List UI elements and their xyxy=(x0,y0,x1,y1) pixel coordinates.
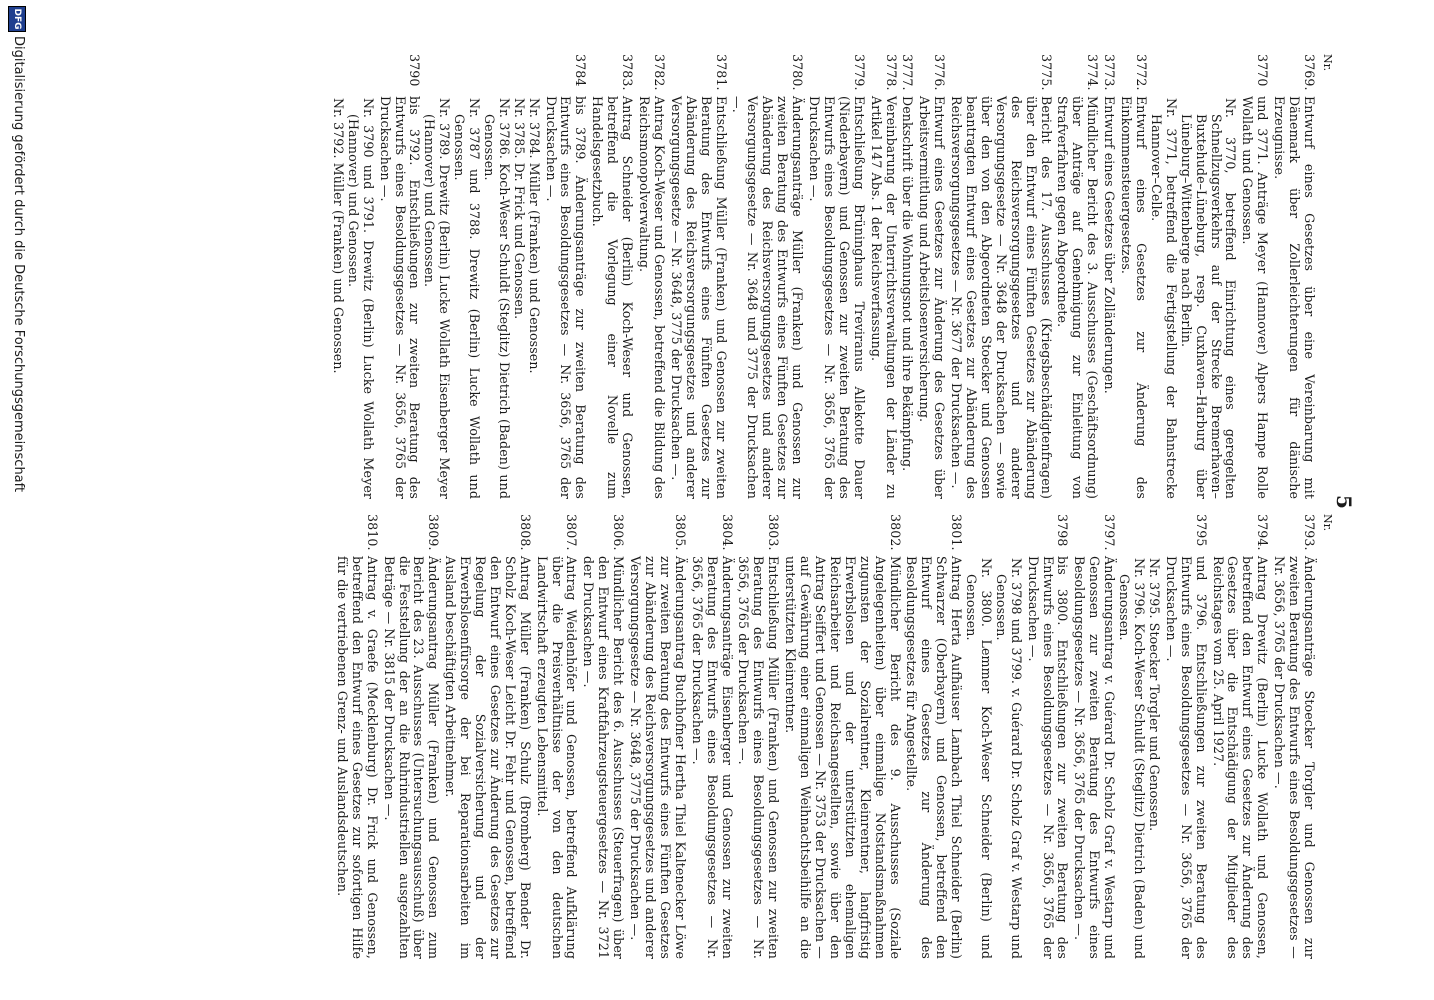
left-column-header: Nr. xyxy=(1321,54,1334,72)
sub-entry: Nr. 3790 und 3791. Drewitz (Berlin) Lucke Wollath Meyer (Hannover) und Genossen. xyxy=(345,98,376,499)
entry-text: Antrag Weidenhöfer und Genossen, betreffend Aufklärung über die Preisverhältnisse der von den deutschen Landwirtschaft erzeugten Lebensmittel. xyxy=(534,556,580,959)
entry-text: Mündlicher Bericht des 9. Ausschusses (Soziale Angelegenheiten) über einmalige Notstandsmaßnahmen zugunsten der Sozialrentner, Kleinrentner, langfristig Erwerbslosen und der unterstützten ehemaligen Reichsarbeiter und Reichsangestellten, sowie über den Antrag Seiffert und Genossen — Nr. 3753 der Drucksachen — auf Gewährung einer einmaligen Weihnachtsbeihilfe an die unterstützten Kleinrentner. xyxy=(783,556,903,959)
entry-number: 3803. xyxy=(766,514,782,551)
entry-number: 3805. xyxy=(672,514,688,551)
list-item xyxy=(1025,514,1070,959)
entry-text: bis 3800. Entschließungen zur zweiten Beratung des Entwurfs eines Besoldungsgesetzes — Nr. 3656, 3765 der Drucksachen —. xyxy=(1025,556,1071,959)
entry-text: Bericht des 17. Ausschusses (Kriegsbeschädigtenfragen) über den Entwurf eines Fünften Gesetzes zur Abänderung des Reichsversorgungsgesetzes und anderer Versorgungsgesetze — Nr. 3648 der Drucksachen — sowie über den von den Abgeordneten Stoecker und Genossen beantragten Entwurf eines Gesetzes zur Abänderung des Reichsversorgungsgesetzes — Nr. 3677 der Drucksachen —. xyxy=(949,96,1054,499)
entry-number: 3794. xyxy=(1255,514,1271,551)
entry-number: 3782. xyxy=(651,54,667,91)
list-item xyxy=(636,54,666,499)
list-item xyxy=(543,54,588,499)
sub-entry: Nr. 3771, betreffend die Fertigstellung der Bahnstrecke Hannover–Celle. xyxy=(1148,98,1179,499)
sub-entry: Nr. 3800. Lemmer Koch-Weser Schneider (Berlin) und Genossen. xyxy=(964,558,994,959)
entry-number: 3793. xyxy=(1302,514,1317,551)
list-item xyxy=(1055,54,1100,499)
entry-number: 3773. xyxy=(1102,54,1118,91)
list-item xyxy=(1118,54,1148,499)
entry-number: 3772. xyxy=(1134,54,1150,91)
footer-credit: Digitalisierung gefördert durch die Deutsche Forschungsgemeinschaft xyxy=(11,36,26,493)
left-column xyxy=(330,54,1316,499)
entry-text: Entschließung Brüninghaus Treviranus Allekotte Dauer (Niederbayern) und Genossen zur zweiten Beratung des Entwurfs eines Besoldungsgesetzes — Nr. 3656, 3765 der Drucksachen —. xyxy=(807,96,867,499)
list-item xyxy=(736,514,781,959)
entry-text: Entwurf eines Gesetzes über Zolländerungen. xyxy=(1102,96,1118,394)
list-item xyxy=(589,54,634,499)
entry-number: 3806. xyxy=(611,514,627,551)
list-item xyxy=(1271,54,1316,499)
entry-text: Vereinbarung der Unterrichtsverwaltungen der Länder zu Artikel 147 Abs. 1 der Reichsverfassung. xyxy=(868,96,899,499)
entry-text: bis 3789. Änderungsanträge zur zweiten Beratung des Entwurfs eines Besoldungsgesetzes — Nr. 3656, 3765 der Drucksachen —. xyxy=(543,96,589,499)
entry-text: Antrag Drewitz (Berlin) Lucke Wollath und Genossen, betreffend den Entwurf eines Gesetzes zur Änderung des Gesetzes über die Entschädigung der Mitglieder des Reichstages vom 25. April 1927. xyxy=(1210,556,1271,959)
entry-text: Änderungsanträge Stoecker Torgler und Genossen zur zweiten Beratung des Entwurfs eines Besoldungsgesetzes — Nr. 3656, 3765 der Drucksachen —. xyxy=(1272,556,1317,959)
entry-text: Antrag Schneider (Berlin) Koch-Weser und Genossen, betreffend die Vorlegung einer Novelle zum Handelsgesetzbuch. xyxy=(590,96,636,499)
entry-number: 3797. xyxy=(1102,514,1118,551)
entry-number: 3775. xyxy=(1038,54,1054,91)
entry-text: Antrag v. Graefe (Mecklenburg) Dr. Frick und Genossen, betreffend den Entwurf eines Gesetzes zur sofortigen Hilfe für die vertriebenen Grenz- und Auslandsdeutschen. xyxy=(334,556,380,959)
entry-number: 3801. xyxy=(949,514,965,551)
list-item xyxy=(381,514,441,959)
list-item xyxy=(1239,54,1269,499)
entry-number: 3770 xyxy=(1255,54,1271,87)
list-item xyxy=(900,54,915,499)
digitization-footer xyxy=(6,0,28,1000)
list-item xyxy=(334,514,379,959)
list-item xyxy=(806,54,866,499)
list-item xyxy=(1101,54,1116,499)
sub-entry: Nr. 3798 und 3799. v. Guérard Dr. Scholz Graf v. Westarp und Genossen. xyxy=(993,558,1024,959)
entry-number: 3809. xyxy=(426,514,442,551)
entry-text: Entschließung Müller (Franken) und Genossen zur zweiten Beratung des Entwurfs eines Fünften Gesetzes zur Abänderung des Reichsversorgungsgesetzes und anderer Versorgungsgesetze — Nr. 3648, 3775 der Drucksachen —. xyxy=(668,96,729,499)
list-item xyxy=(1163,514,1208,959)
sub-entry: Nr. 3792. Müller (Franken) und Genossen. xyxy=(330,98,346,374)
entry-text: Antrag Koch-Weser und Genossen, betreffend die Bildung des Reichsmonopolverwaltung. xyxy=(637,96,667,499)
dfg-logo: DFG xyxy=(8,6,26,32)
entry-text: Änderungsantrag Buchhofner Hertha Thiel Kaltenecker Löwe zur zweiten Beratung des Entwurfs eines Fünften Gesetzes zur Abänderung des Reichsversorgungsgesetzes und anderer Versorgungsgesetze — Nr. 3648, 3775 der Drucksachen —. xyxy=(628,556,688,959)
entry-number: 3790 xyxy=(407,54,423,87)
list-item xyxy=(1271,514,1316,959)
entry-number: 3802. xyxy=(887,514,903,551)
entry-number: 3781. xyxy=(713,54,729,91)
entry-number: 3804. xyxy=(719,514,735,551)
list-item xyxy=(948,54,1052,499)
entry-text: Entwurf eines Gesetzes zur Änderung des Einkommensteuergesetzes. xyxy=(1119,96,1150,499)
sub-entry: Nr. 3785. Dr. Frick und Genossen. xyxy=(511,98,527,320)
entry-number: 3777. xyxy=(900,54,916,91)
entry-number: 3783. xyxy=(620,54,636,91)
entry-number: 3798 xyxy=(1055,514,1071,547)
entry-text: bis 3792. Entschließungen zur zweiten Beratung des Entwurfs eines Besoldungsgesetzes — Nr. 3656, 3765 der Drucksachen —. xyxy=(377,96,423,499)
entry-text: Entschließung Müller (Franken) und Genossen zur zweiten Beratung des Entwurfs eines Besoldungsgesetzes — Nr. 3656, 3765 der Drucksachen —. xyxy=(736,556,782,959)
list-item xyxy=(782,514,901,959)
entry-number: 3780. xyxy=(790,54,806,91)
sub-entry: Nr. 3787 und 3788. Drewitz (Berlin) Lucke Wollath und Genossen. xyxy=(452,98,483,499)
entry-number: 3784 xyxy=(573,54,589,87)
entry-text: Mündlicher Bericht des 6. Ausschusses (Steuerfragen) über den Entwurf eines Kraftfahrzeugsteuergesetzes — Nr. 3721 der Drucksachen —. xyxy=(581,556,627,959)
entry-number: 3807. xyxy=(564,514,580,551)
list-item xyxy=(868,54,898,499)
sub-entry: Nr. 3795. Stoecker Torgler und Genossen. xyxy=(1146,558,1162,832)
entry-text: Änderungsanträge Müller (Franken) und Genossen zur zweiten Beratung des Entwurfs eines Fünften Gesetzes zur Abänderung des Reichsversorgungsgesetzes und anderer Versorgungsgesetze — Nr. 3648 und 3775 der Drucksachen —. xyxy=(730,96,806,499)
entry-text: Antrag Müller (Franken) Schulz (Bromberg) Bender Dr. Scholz Koch-Weser Leicht Dr. Fehr und Genossen, betreffend den Entwurf eines Gesetzes zur Änderung des Gesetzes zur Regelung der Sozialversicherung und der Erwerbslosenfürsorge der bei Reparationsarbeiten im Ausland beschäftigten Arbeitnehmer. xyxy=(443,556,533,959)
entry-text: und 3796. Entschließungen zur zweiten Beratung des Entwurfs eines Besoldungsgesetzes — Nr. 3656, 3765 der Drucksachen —. xyxy=(1163,556,1209,959)
entry-text: Denkschrift über die Wohnungsnot und ihre Bekämpfung. xyxy=(900,96,916,472)
right-column-header: Nr. xyxy=(1321,514,1334,532)
list-item xyxy=(1072,514,1117,959)
sub-entry: Nr. 3770, betreffend Einrichtung eines geregelten Schnellzugsverkehrs auf der Strecke Bremerhaven–Buxtehude–Lüneburg, resp. Cuxhaven–Harburg über Lüneburg–Wittenberge nach Berlin. xyxy=(1178,98,1239,499)
sub-entry: Nr. 3786. Koch-Weser Schuldt (Steglitz) Dietrich (Baden) und Genossen. xyxy=(481,98,512,499)
list-item xyxy=(904,514,964,959)
list-item xyxy=(668,54,728,499)
list-item xyxy=(1210,514,1270,959)
sub-entry: Nr. 3784. Müller (Franken) und Genossen. xyxy=(526,98,542,374)
sub-entry: Nr. 3789. Drewitz (Berlin) Lucke Wollath Eisenberger Meyer (Hannover) und Genossen. xyxy=(422,98,453,499)
entry-text: und 3771. Anträge Meyer (Hannover) Alpers Hampe Rolle Wollath und Genossen. xyxy=(1240,96,1271,499)
entry-number: 3774. xyxy=(1085,54,1101,91)
entry-text: Änderungsantrag Müller (Franken) und Genossen zum Bericht des 23. Ausschusses (Untersuchungsausschuß) über die Feststellung der an die Ruhrindustriellen ausgezahlten Beträge — Nr. 3815 der Drucksachen —. xyxy=(381,556,442,959)
entry-number: 3769. xyxy=(1302,54,1317,91)
sub-entry: Nr. 3796. Koch-Weser Schuldt (Steglitz) Dietrich (Baden) und Genossen. xyxy=(1117,558,1148,959)
right-column xyxy=(332,514,1316,959)
entry-number: 3810. xyxy=(364,514,380,551)
list-item xyxy=(534,514,579,959)
entry-number: 3778. xyxy=(883,54,899,91)
entry-number: 3808. xyxy=(517,514,533,551)
list-item xyxy=(627,514,687,959)
list-item xyxy=(916,54,946,499)
entry-text: Antrag Herta Aufhäuser Lambach Thiel Schneider (Berlin) Schwarzer (Oberbayern) und Genossen, betreffend den Entwurf eines Gesetzes zur Änderung des Besoldungsgesetzes für Angestellte. xyxy=(904,556,965,959)
list-item xyxy=(689,514,734,959)
entry-number: 3795 xyxy=(1193,514,1209,547)
entry-text: Entwurf eines Gesetzes zur Änderung des Gesetzes über Arbeitsvermittlung und Arbeitslosenversicherung. xyxy=(917,96,948,499)
list-item xyxy=(377,54,422,499)
list-item xyxy=(581,514,626,959)
entry-number: 3776. xyxy=(932,54,948,91)
entry-text: Änderungsanträge Eisenberger und Genossen zur zweiten Beratung des Entwurfs eines Besoldungsgesetzes — Nr. 3656, 3765 der Drucksachen —. xyxy=(689,556,735,959)
list-item xyxy=(442,514,531,959)
entry-text: Änderungsantrag v. Guérard Dr. Scholz Graf v. Westarp und Genossen zur zweiten Beratung des Entwurfs eines Besoldungsgesetzes — Nr. 3656, 3765 der Drucksachen —. xyxy=(1072,556,1118,959)
page-number: 5 xyxy=(1332,495,1356,509)
list-item xyxy=(730,54,805,499)
entry-text: Mündlicher Bericht des 3. Ausschusses (Geschäftsordnung) über Anträge auf Genehmigung zur Einleitung von Strafverfahren gegen Abgeordnete. xyxy=(1055,96,1101,499)
entry-number: 3779. xyxy=(851,54,867,91)
entry-text: Entwurf eines Gesetzes über eine Vereinbarung mit Dänemark über Zollerleichterungen für dänische Erzeugnisse. xyxy=(1272,96,1317,499)
